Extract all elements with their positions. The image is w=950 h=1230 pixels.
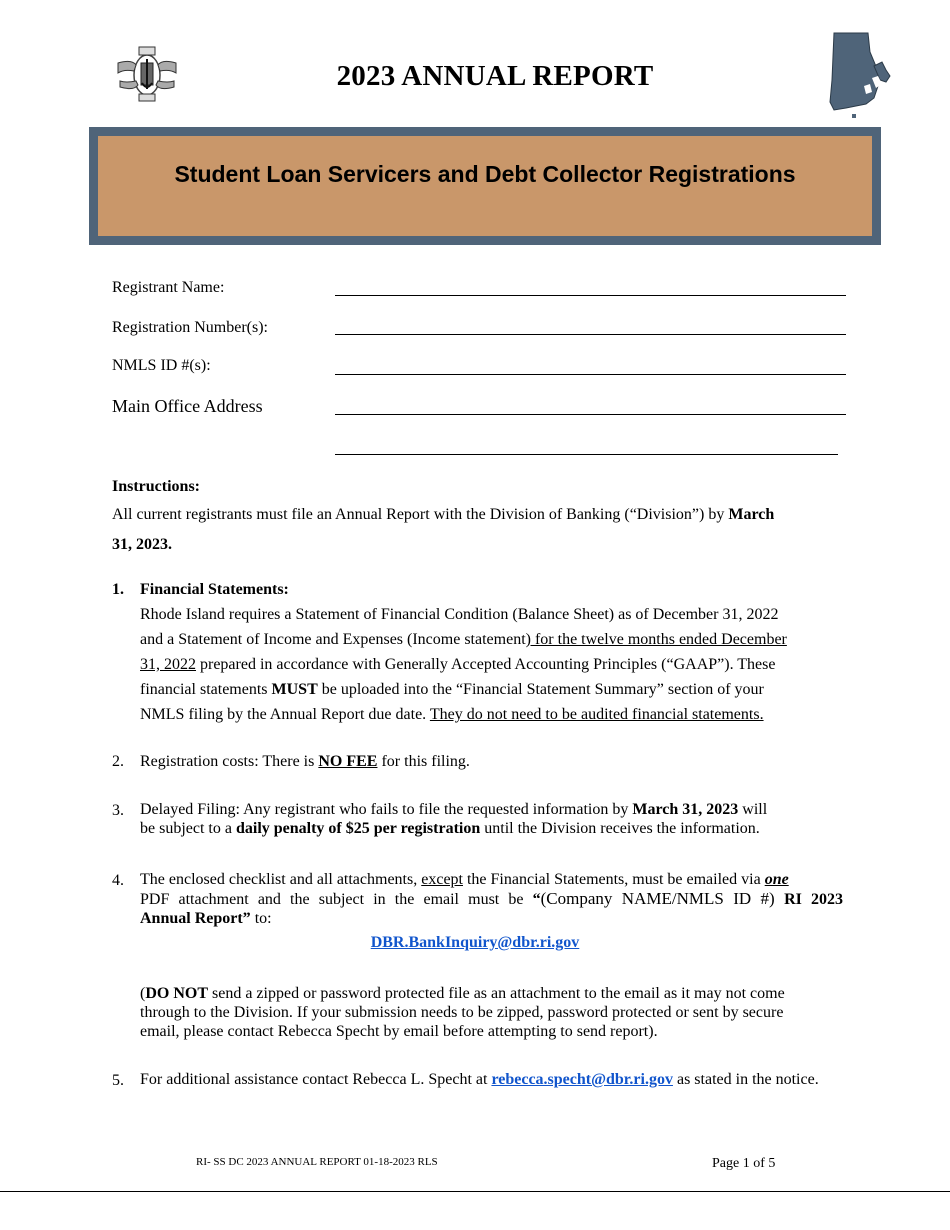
item-1-line-4-a: financial statements [140,681,272,698]
item-4-line-2 [140,889,843,909]
item-1-line-4-c: be uploaded into the “Financial Statement Summary” section of your [317,681,764,698]
item-5-text-b: as stated in the notice. [672,1071,819,1088]
item-4-text-a: The enclosed checklist and all attachments, [140,871,422,888]
nmls-id-field[interactable] [335,374,846,375]
item-3-text-f: until the Division receives the information. [480,820,760,837]
registrant-name-field[interactable] [335,295,846,296]
item-1-line-3 [140,652,845,677]
item-4-quote: “ [532,891,541,908]
footer-page-number: Page 1 of 5 [712,1156,776,1171]
title-banner [89,127,881,245]
item-4-text-e: PDF attachment and the subject in the email must be [140,891,533,908]
item-4-note-open: ( [140,985,146,1002]
specht-email-link[interactable]: rebecca.specht@dbr.ri.gov [491,1071,673,1088]
item-3-text-d: be subject to a [140,820,236,837]
main-office-label: Main Office Address [112,396,263,416]
item-4-line-3 [140,909,843,928]
item-1-line-5-a: NMLS filing by the Annual Report due date. [140,706,430,723]
item-1-line-5-b: They do not need to be audited financial statements. [429,706,764,723]
item-3-text-a: Delayed Filing: Any registrant who fails to file the requested information by [140,801,633,818]
item-1-line-5 [140,702,845,727]
footer-form-id: RI- SS DC 2023 ANNUAL REPORT 01-18-2023 RLS [196,1156,438,1168]
item-4-line-1 [140,870,843,889]
item-2 [140,749,845,774]
intro-date-part2: 31, 2023. [112,536,172,553]
intro-date-part1: March [728,506,775,523]
item-4-number: 4. [112,872,124,889]
item-1-line-2-a: and a Statement of Income and Expenses (Income statement [140,631,526,648]
item-2-text-a: Registration costs: There is [140,753,319,770]
banner-title: Student Loan Servicers and Debt Collector Registrations [174,161,796,187]
bank-inquiry-email-row [140,934,810,952]
item-2-number: 2. [112,753,124,770]
item-1-line-3-b: prepared in accordance with Generally Accepted [196,656,512,673]
main-office-field-1[interactable] [335,414,846,415]
item-2-text-c: for this filing. [377,753,470,770]
instructions-heading: Instructions: [112,478,201,495]
item-4-to: to: [250,910,272,927]
item-1-line-2-b: ) for the twelve months ended December [525,631,787,648]
item-4 [140,870,843,928]
item-4-annual-report: Annual Report” [140,910,251,927]
registration-number-label: Registration Number(s): [112,319,268,336]
item-4-note-line-1 [140,984,843,1003]
rhode-island-map-icon [826,30,894,120]
item-4-note-line-2: through to the Division. If your submission needs to be zipped, password protected or sent by secure [140,1004,784,1021]
item-3-number: 3. [112,802,124,819]
item-3-text-c: will [738,801,768,818]
item-3-penalty: daily penalty of $25 per registration [235,820,481,837]
item-1-line-4-b: MUST [271,681,318,698]
item-3-deadline: March 31, 2023 [632,801,739,818]
item-1-line-4 [140,677,845,702]
item-4-one: one [764,871,789,888]
item-4-note-text-1: send a zipped or password protected file as an attachment to the email as it may not come [208,985,785,1002]
item-1-line-3-a: 31, 2022 [140,656,196,673]
registrant-name-label: Registrant Name: [112,279,225,296]
footer-rule [0,1191,950,1192]
item-3-line-1 [140,800,845,819]
item-1-line-3-c: Accounting Principles (“GAAP”). These [511,656,776,673]
nmls-id-label: NMLS ID #(s): [112,357,211,374]
item-1 [140,577,845,727]
main-office-field-2[interactable] [335,454,838,455]
item-1-number: 1. [112,581,124,598]
item-3-line-2 [140,819,845,838]
item-1-title: Financial Statements: [140,581,289,598]
item-4-note [140,984,843,1041]
instructions-intro [112,502,832,527]
item-4-except: except [421,871,463,888]
item-5-text-a: For additional assistance contact Rebecca L. Specht at [140,1071,492,1088]
item-4-do-not: DO NOT [145,985,208,1002]
item-5 [140,1070,870,1089]
bank-inquiry-email-link[interactable]: DBR.BankInquiry@dbr.ri.gov [370,934,580,951]
intro-text: All current registrants must file an Annual Report with the Division of Banking (“Division”) by [112,506,729,523]
item-4-ri-2023: RI 2023 [784,891,843,908]
registration-number-field[interactable] [335,334,846,335]
item-1-line-1: Rhode Island requires a Statement of Financial Condition (Balance Sheet) as of December 31, 2022 [140,606,779,623]
item-5-number: 5. [112,1072,124,1089]
item-4-text-c: the Financial Statements, must be emailed via [462,871,765,888]
item-2-no-fee: NO FEE [318,753,378,770]
document-title: 2023 ANNUAL REPORT [336,60,654,92]
item-4-subject: (Company NAME/NMLS ID #) [540,889,785,908]
item-4-note-line-3: email, please contact Rebecca Specht by email before attempting to send report). [140,1023,658,1040]
item-3 [140,800,845,838]
item-1-line-2 [140,627,845,652]
title-banner-inner [98,136,872,236]
